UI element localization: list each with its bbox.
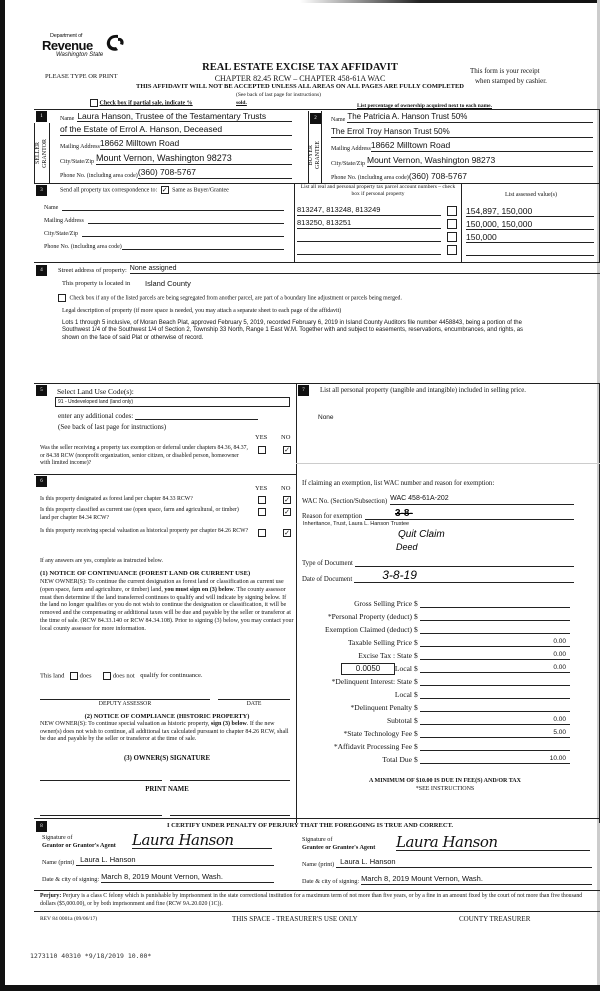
grantor-signature[interactable]: Laura Hanson [132,832,272,849]
assessed-field-2[interactable]: 150,000, 150,000 [466,219,594,230]
parcel-personal-checkbox-1[interactable] [447,206,457,216]
personal-property-label: List all personal property (tangible and intangible) included in selling price. [320,387,526,394]
owner-signature-line-1[interactable] [40,773,162,781]
seller-mailing-label: Mailing Address [60,144,100,150]
seller-label: SELLER [35,142,41,164]
grantor-name-row [42,855,274,866]
perjury-bottom-border [34,911,600,912]
reason-value[interactable]: Inheritance, Trust, Laura L. Hanson Trustee [303,521,410,527]
fee-affidavit-processing [300,738,580,751]
owner-signature-label: (3) OWNER(S) SIGNATURE [124,755,210,762]
s5-no-header: NO [281,434,291,441]
grantor-sig-label-2: Grantor or Grantor's Agent [42,841,116,849]
print-name-label: PRINT NAME [145,786,189,793]
seller-city-row [60,152,292,165]
send-correspondence [60,186,229,194]
fee-value[interactable] [420,610,570,621]
fee-dollar: $ [414,703,418,712]
exemption-label: If claiming an exemption, list WAC number and reason for exemption: [302,480,495,487]
fee-value[interactable]: 0.00 [420,636,570,647]
wac-field[interactable]: WAC 458-61A-202 [390,494,574,505]
print-name-line-2[interactable] [170,808,290,816]
buyer-label: BUYER [308,144,314,166]
fee-delinquent-penalty [300,699,580,712]
notice1-text-bold: you must sign on (3) below [164,586,234,593]
form-title: REAL ESTATE EXCISE TAX AFFIDAVIT [202,62,398,73]
section-8-top-border [34,818,600,819]
section-6-top-border [34,474,296,475]
buyer-city-label: City/State/Zip [331,161,365,167]
please-type: PLEASE TYPE OR PRINT [45,73,118,80]
parcel-field-3[interactable] [297,241,441,242]
s6-q2-yes-checkbox[interactable] [258,508,266,516]
dor-swirl-logo-icon [104,33,126,53]
grantee-date-row [302,874,592,885]
seller-side-label [34,123,50,183]
fee-dollar: $ [414,664,418,673]
fee-label: Excise Tax : State [358,651,412,660]
deputy-assessor-label: DEPUTY ASSESSOR [98,701,152,707]
buyer-phone-field[interactable]: (360) 708-5767 [408,171,467,181]
fee-dollar: $ [414,729,418,738]
s3-name-row [44,201,284,211]
grantor-name-label: Name (print) [42,859,75,866]
fee-gross-selling-price [300,595,580,608]
s3-mailing-field[interactable] [88,216,284,224]
partial-sale-label: Check box if partial sale, indicate % [99,100,193,107]
s6-q3-yes-checkbox[interactable] [258,529,266,537]
print-name-line-1[interactable] [40,808,162,816]
s6-yes-header: YES [255,485,268,492]
buyer-phone-label: Phone No. (including area code) [331,175,409,181]
grantee-date-label: Date & city of signing: [302,878,360,885]
segregated-row [58,294,402,302]
s6-q3-no-checkbox[interactable]: ✓ [284,529,290,537]
seller-mailing-field[interactable]: 18662 Milltown Road [100,138,292,150]
section-5-number: 5 [36,385,47,396]
s3-city-row [44,227,284,237]
segregated-checkbox[interactable] [58,294,66,302]
fee-label: *Personal Property (deduct) [327,612,412,621]
notice2-text-bold: sign (3) below [210,721,247,727]
certify-statement: I CERTIFY UNDER PENALTY OF PERJURY THAT THE FOREGOING IS TRUE AND CORRECT. [166,822,453,829]
parcel-field-2[interactable]: 813250, 813251 [297,218,441,229]
additional-codes-label: enter any additional codes: [58,412,134,420]
fee-delinquent-interest-state [300,673,580,686]
fee-label: Total Due [382,755,412,764]
fee-dollar: $ [414,742,418,751]
doc-type-handwritten-2: Deed [396,542,418,552]
s6-q3-text: Is this property receiving special valuation as historical property per chapter 84.26 RCW? [40,528,249,534]
section-3-divider [294,183,295,263]
fee-label: Subtotal [386,716,412,725]
grantee-signature[interactable]: Laura Hanson [396,834,590,851]
seller-name-row-2 [60,124,292,136]
scan-edge-top [300,0,600,3]
scan-edge-bottom [0,985,600,991]
grantee-sig-label-2: Grantee or Grantee's Agent [302,843,376,851]
fee-label: Exemption Claimed (deduct) [324,625,412,634]
notice1-text-b: . The county assessor must then determine if the land transferred continues to qualify and will indicate by signing below. If the land no longer qualifies or you do not wish to continue the designation or classification, it will be removed and the compensating or additional taxes will be due and payable by the seller or transferor at the time of sale. (RCW 84.33.140 or RCW 84.34.108). Prior to signing (3) below, you may contact your local county assessor for more information. [40,586,294,632]
doc-date-label: Date of Document [302,576,353,583]
send-label: Send all property tax correspondence to: [60,187,158,194]
buyer-city-field[interactable]: Mount Vernon, Washington 98273 [367,155,593,167]
s3-phone-label: Phone No. (including area code) [44,244,122,250]
fee-dollar: $ [414,677,418,686]
street-row [58,264,600,274]
s5-see-back: (See back of last page for instructions) [58,423,167,431]
partial-sale-checkbox[interactable] [90,99,98,107]
s6-if-yes: If any answers are yes, complete as instructed below. [40,558,163,564]
section-7-number: 7 [298,385,309,396]
fee-label: Local [394,690,412,699]
notice2-title: (2) NOTICE OF COMPLIANCE (HISTORIC PROPERTY) [84,713,250,720]
fee-value[interactable] [420,701,570,712]
s3-name-label: Name [44,205,59,211]
s6-q1-no-checkbox[interactable]: ✓ [284,496,290,504]
grantor-label: GRANTOR [42,138,48,168]
grantee-sig-label [302,836,375,851]
fee-dollar: $ [414,690,418,699]
s3-city-field[interactable] [82,229,284,237]
treasurer-use: THIS SPACE - TREASURER'S USE ONLY [232,915,358,923]
minimum-note: A MINIMUM OF $10.00 IS DUE IN FEE(S) AND/OR TAX [369,778,521,784]
partial-sale-sold: sold. [236,100,247,106]
does-not-checkbox[interactable] [103,672,111,680]
doc-date-row [302,569,574,583]
receipt-note-2: when stamped by cashier. [475,77,547,85]
fee-label: *Affidavit Processing Fee [333,742,412,751]
seller-phone-label: Phone No. (including area code) [60,173,138,179]
buyer-side-label [308,128,322,182]
fee-value[interactable]: 5.00 [420,727,570,738]
notice2-body [40,721,294,744]
wac-label: WAC No. (Section/Subsection) [302,498,388,505]
notice1-text-a: NEW OWNER(S): To continue the current designation as forest land or classification as current use (open space, farm and agriculture, or timber) land, [40,579,284,593]
deputy-assessor-signature-line[interactable] [40,690,210,700]
owner-signature-line-2[interactable] [170,773,290,781]
fee-dollar: $ [414,716,418,725]
grantor-date-label: Date & city of signing: [42,876,100,883]
section-7-separator [296,463,600,464]
land-use-label: Select Land Use Code(s): [57,387,134,396]
fee-label: Local [394,664,412,673]
fee-delinquent-interest-local [300,686,580,699]
parcel-field-1[interactable]: 813247, 813248, 813249 [297,205,441,216]
doc-type-label: Type of Document [302,560,353,567]
seller-name-line2[interactable]: of the Estate of Errol A. Hanson, Deceased [60,124,292,136]
seller-mailing-row [60,138,292,150]
s5-q1-no-checkbox[interactable]: ✓ [284,446,290,454]
fee-excise-state [300,647,580,660]
does-not-label: does not [112,672,135,680]
fee-label: Gross Selling Price [354,599,412,608]
date-label: DATE [246,701,262,707]
perjury-top-border [34,890,600,891]
fee-label: *Delinquent Interest: State [331,677,412,686]
parcel-row-1 [297,205,457,216]
section-2-number: 2 [310,113,321,124]
reason-handwritten[interactable]: 3-8- [365,508,574,520]
buyer-phone-row [331,170,593,181]
fee-label: *State Technology Fee [343,729,412,738]
s6-q2-no-checkbox[interactable]: ✓ [284,508,290,516]
section-8-number: 8 [36,821,47,832]
fee-value[interactable] [420,675,570,686]
fee-label-wrap [300,664,414,673]
street-field[interactable]: None assigned [130,264,600,274]
parcel-row-3 [297,231,457,242]
fee-dollar: $ [414,625,418,634]
additional-codes-row [58,410,258,420]
s3-phone-row [44,240,284,250]
parcel-row-2 [297,218,457,229]
fee-personal-property [300,608,580,621]
logo-line2: Revenue [42,38,93,53]
s5-q1-text: Was the seller receiving a property tax exemption or deferral under chapters 84.36, 84.37, or 84.38 RCW (nonprofit organization, senior citizen, or disabled person, homeowner with limited income)? [40,445,248,466]
s6-q2-text: Is this property classified as current use (open space, farm and agricultural, or timber) land per chapter 84.34 RCW? [40,507,239,521]
s6-no-header: NO [281,485,291,492]
legal-label: Legal description of property (if more space is needed, you may attach a separate sheet to each page of the affidavit) [62,308,342,314]
county-treasurer: COUNTY TREASURER [459,915,531,923]
doc-date-field[interactable]: 3-8-19 [354,569,574,583]
doc-type-handwritten-1: Quit Claim [398,529,445,540]
form-number: REV 84 0001a (09/06/17) [40,916,98,922]
doc-type-field[interactable] [355,559,574,567]
receipt-note-1: This form is your receipt [470,67,540,75]
land-use-select[interactable]: 91 - Undeveloped land (land only) [55,397,290,407]
seller-city-label: City/State/Zip [60,159,94,165]
s3-name-field[interactable] [62,203,284,211]
legal-description[interactable]: Lots 1 through 5 inclusive, of Moran Beach Plat, approved February 5, 2019, recorded February 6, 2019 in Island County Auditors file number 4458843, being a portion of the Southwest 1/4 of the Southwest 1/4 of Section 2, Township 33 North, Range 1 East W.M. Together with and subject to easements, reservations, encumbrances, and rights, as shown on the face of said Plat or otherwise of record. [62,320,524,341]
fee-exemption-claimed [300,621,580,634]
parcel-personal-checkbox-2[interactable] [447,219,457,229]
fee-dollar: $ [414,612,418,621]
parcel-header: List all real and personal property tax parcel account numbers – check box if personal property [300,184,456,197]
fee-state-technology [300,725,580,738]
notice2-text-a: NEW OWNER(S): To continue special valuation as historic property, [40,721,211,727]
buyer-name-line1[interactable]: The Patricia A. Hanson Trust 50% [347,112,593,123]
see-back-note: (See back of last page for instructions) [236,92,321,98]
logo-line1: Department of [50,33,83,39]
grantee-date-field[interactable]: March 8, 2019 Mount Vernon, Wash. [361,874,592,885]
buyer-name-row [331,112,593,123]
notice2-text-b: . If the new owner(s) does not wish to continue, all additional tax calculated pursuant to chapter 84.26 RCW, shall be due and payable by the seller or transferor at the time of sale. [40,721,289,743]
fee-value[interactable] [420,688,570,699]
buyer-city-row [331,155,593,167]
fee-value[interactable]: 0.00 [420,714,570,725]
fee-dollar: $ [414,651,418,660]
dor-logo [42,33,132,65]
fee-label: *Delinquent Penalty [350,703,412,712]
assessed-field-4[interactable] [466,245,594,256]
fee-value[interactable]: 0.00 [420,662,570,673]
form-warning: THIS AFFIDAVIT WILL NOT BE ACCEPTED UNLESS ALL AREAS ON ALL PAGES ARE FULLY COMPLETED [136,83,464,90]
notice1-title: (1) NOTICE OF CONTINUANCE (FOREST LAND OR CURRENT USE) [40,570,251,577]
s3-mailing-label: Mailing Address [44,218,84,224]
fee-total-due [300,751,580,764]
fee-taxable-selling-price [300,634,580,647]
same-as-buyer-checkbox[interactable]: ✓ [161,186,168,194]
notice1-body [40,579,294,634]
additional-codes-field[interactable] [135,412,258,420]
buyer-mailing-field[interactable]: 18662 Milltown Road [371,140,593,152]
wac-row [302,494,574,505]
buyer-name-line2[interactable]: The Errol Troy Hanson Trust 50% [331,126,593,138]
s6-q1-text: Is this property designated as forest land per chapter 84.33 RCW? [40,496,193,502]
grantee-sig-label-1: Signature of [302,836,333,843]
fee-subtotal [300,712,580,725]
located-label: This property is located in [62,280,131,287]
s6-q1-yes-checkbox[interactable] [258,496,266,504]
grantor-date-row [42,872,274,883]
fee-value[interactable] [420,740,570,751]
seller-phone-row [60,167,292,179]
personal-property-value[interactable]: None [318,414,334,421]
form-subtitle: CHAPTER 82.45 RCW – CHAPTER 458-61A WAC [214,74,386,83]
doc-type-row [302,557,574,567]
section-3-number: 3 [36,185,47,196]
assessed-field-1[interactable]: 154,897, 150,000 [466,206,594,217]
see-instructions: *SEE INSTRUCTIONS [415,786,475,792]
assessed-header: List assessed value(s) [505,192,557,198]
assessor-date-line[interactable] [218,690,290,700]
parcel-personal-checkbox-3[interactable] [447,232,457,242]
parcel-row-4 [297,244,457,255]
grantee-name-field[interactable]: Laura L. Hanson [336,857,592,868]
s5-q1-yes-checkbox[interactable] [258,446,266,454]
s3-mailing-row [44,214,284,224]
logo-line3: Washington State [56,52,104,58]
this-land-label: This land [40,672,65,680]
grantee-label: GRANTEE [315,141,321,169]
buyer-mailing-label: Mailing Address [331,146,371,152]
assessed-field-3[interactable]: 150,000 [466,232,594,243]
parcel-personal-checkbox-4[interactable] [447,245,457,255]
buyer-mailing-row [331,140,593,152]
seller-name-row [60,111,292,122]
continuance-row [40,672,203,680]
perjury-bold: Perjury: [40,893,62,899]
seller-city-field[interactable]: Mount Vernon, Washington 98273 [96,152,292,165]
section-6-number: 6 [36,476,47,487]
fee-dollar: $ [414,638,418,647]
s5-yes-header: YES [255,434,268,441]
perjury-notice [40,893,590,908]
fee-excise-local [300,660,580,673]
same-as-label: Same as Buyer/Grantee [172,187,229,194]
seller-phone-field[interactable]: (360) 708-5767 [138,167,292,179]
reason-row [302,508,574,520]
perjury-text: Perjury is a class C felony which is punishable by imprisonment in the state correctional institution for a maximum term of not more than five years, or by a fine in an amount fixed by the court of not more than five thousand dollars ($5,000.00), or by both imprisonment and fine (RCW 9A.20.020 (1C)). [40,893,583,907]
fee-value[interactable] [420,597,570,608]
county-field[interactable]: Island County [145,279,191,288]
does-label: does [79,672,92,680]
grantor-name-field[interactable]: Laura L. Hanson [76,855,274,866]
fee-value[interactable] [420,623,570,634]
s3-city-label: City/State/Zip [44,231,78,237]
does-checkbox[interactable] [70,672,78,680]
treasurer-stamp: 1273110 40310 *9/18/2019 10.00* [30,952,152,960]
fee-value[interactable]: 10.00 [420,753,570,764]
section-5-7-divider [296,383,297,823]
section-1-number: 1 [36,111,47,122]
seller-name-label: Name [60,116,75,122]
grantee-name-label: Name (print) [302,861,335,868]
grantee-name-row [302,857,592,868]
qualify-label: qualify for continuance. [140,672,203,680]
partial-sale [90,99,193,107]
street-label: Street address of property: [58,267,127,274]
seller-name-line1[interactable]: Laura Hanson, Trustee of the Testamentary Trusts [77,111,292,122]
scan-edge-left [0,0,5,991]
grantor-sig-label-1: Signature of [42,834,73,841]
segregated-label: Check box if any of the listed parcels are being segregated from another parcel, are part of a boundary line adjustment or parcels being merged. [69,295,402,302]
ownership-note: List percentage of ownership acquired next to each name. [357,103,492,109]
buyer-name-row-2 [331,126,593,138]
fee-dollar: $ [414,599,418,608]
parcel-field-4[interactable] [297,254,441,255]
buyer-name-label: Name [331,117,346,123]
fee-label: Taxable Selling Price [347,638,412,647]
grantor-date-field[interactable]: March 8, 2019 Mount Vernon, Wash. [101,872,274,883]
fee-dollar: $ [414,755,418,764]
s3-phone-field[interactable] [122,242,284,250]
fee-value[interactable]: 0.00 [420,649,570,660]
grantor-sig-label [42,834,116,849]
section-4-number: 4 [36,265,47,276]
reason-label: Reason for exemption [302,513,363,520]
local-rate-field[interactable]: 0.0050 [341,663,395,675]
